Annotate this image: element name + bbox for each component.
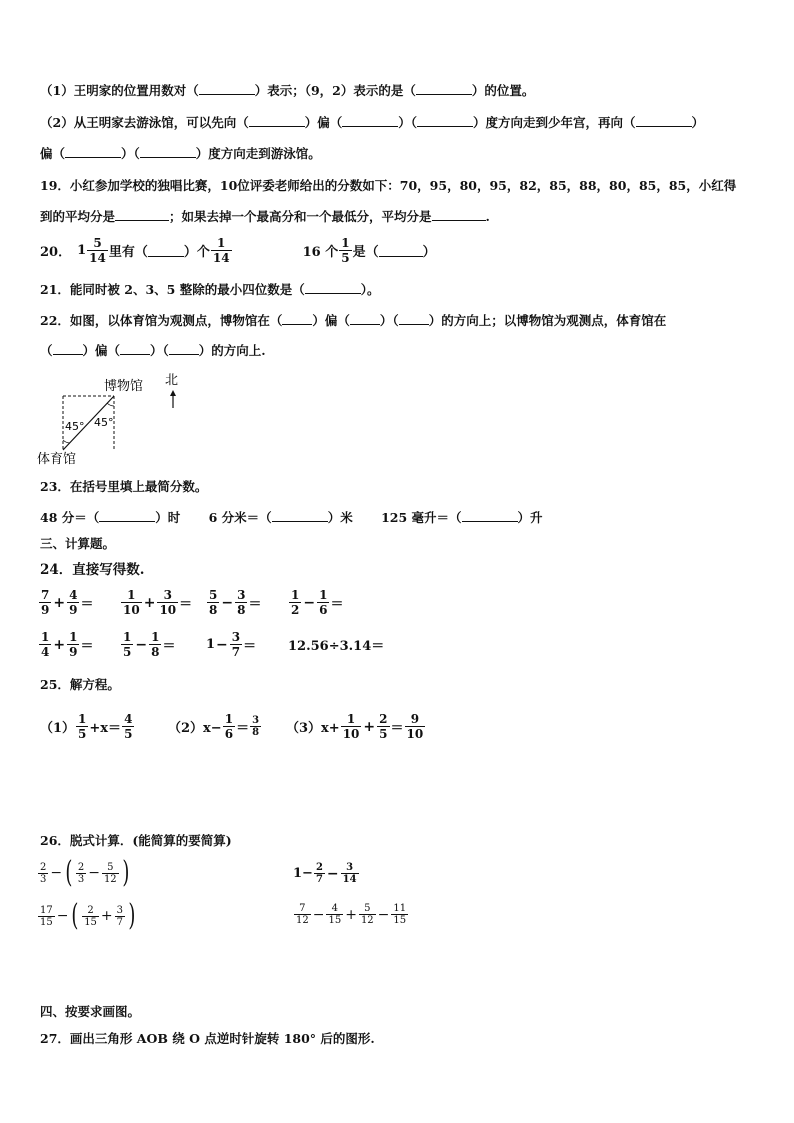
equation: （2）x− $\frac{1}{6}$ ＝ $\frac{3}{8}$ — [168, 712, 260, 741]
answer-blank[interactable] — [249, 115, 305, 127]
q24-row2 — [38, 630, 384, 659]
q23-items: 48 分＝（ ）时 6 分米＝（ ）米 125 毫升＝（ ）升 — [40, 510, 543, 525]
q22-line1: 22．如图，以体育馆为观测点，博物馆在（ ）偏（ ）（ ）的方向上；以博物馆为观测点，体育馆在 — [40, 313, 667, 328]
fraction: $\frac{1}{14}$ — [212, 236, 230, 265]
answer-blank[interactable] — [53, 343, 83, 355]
equation: （1） $\frac{1}{5}$ +x＝ $\frac{4}{5}$ — [40, 712, 133, 741]
expression: $\frac{7}{9}$ + $\frac{4}{9}$ ＝ — [41, 588, 94, 617]
answer-blank[interactable] — [432, 209, 486, 221]
fraction: $\frac{5}{14}$ — [89, 236, 106, 265]
q18-part2: （2）从王明家去游泳馆，可以先向（ ）偏（ ）（ ）度方向走到少年宫，再向（ ） — [40, 115, 705, 130]
q18-part2-cont: 偏（ ）（ ）度方向走到游泳馆。 — [40, 146, 321, 161]
q26-expr3: $\frac{17}{15}$ − ( $\frac{2}{15}$ + $\frac{3}{7}$ ) — [40, 898, 136, 933]
answer-blank[interactable] — [272, 510, 328, 522]
museum-label: 博物馆 — [104, 379, 144, 394]
equation: （3）x+ $\frac{1}{10}$ + $\frac{2}{5}$ ＝ $\frac{9}{10}$ — [286, 712, 424, 741]
answer-blank[interactable] — [282, 313, 312, 325]
answer-blank[interactable] — [120, 343, 150, 355]
q19-line1: 19．小红参加学校的独唱比赛，10位评委老师给出的分数如下：70，95，80，95，82，85，88，80，85，85，小红得 — [40, 178, 737, 193]
answer-blank[interactable] — [305, 282, 361, 294]
answer-blank[interactable] — [99, 510, 155, 522]
answer-blank[interactable] — [169, 343, 199, 355]
section-heading: 三、计算题。 — [40, 536, 116, 551]
answer-blank[interactable] — [350, 313, 380, 325]
answer-blank[interactable] — [140, 146, 196, 158]
north-label: 北 — [165, 373, 179, 388]
north-arrowhead-icon — [170, 390, 176, 396]
q22-line2: （ ）偏（ ）（ ）的方向上. — [40, 343, 266, 358]
q26-expr4: $\frac{7}{12}$ − $\frac{4}{15}$ + $\frac{5}{12}$ − $\frac{11}{15}$ — [296, 903, 407, 926]
answer-blank[interactable] — [416, 83, 472, 95]
fraction: $\frac{1}{5}$ — [341, 236, 350, 265]
q20: 20． 1 $\frac{5}{14}$ 里有（ ）个 $\frac{1}{14}$ 16 个 $\frac{1}{5}$ 是（ ） — [40, 236, 436, 265]
answer-blank[interactable] — [636, 115, 692, 127]
answer-blank[interactable] — [199, 83, 255, 95]
answer-blank[interactable] — [399, 313, 429, 325]
answer-blank[interactable] — [342, 115, 398, 127]
q26-expr2: 1− $\frac{2}{7}$ − $\frac{3}{14}$ — [293, 862, 357, 885]
expression: 1 − $\frac{3}{7}$ ＝ — [206, 630, 257, 659]
expression: $\frac{1}{4}$ + $\frac{1}{9}$ ＝ — [41, 630, 94, 659]
expression: 12.56÷3.14＝ — [288, 639, 385, 654]
gym-label: 体育馆 — [37, 452, 77, 467]
direction-diagram — [34, 368, 194, 468]
section-heading: 四、按要求画图。 — [40, 1004, 141, 1019]
answer-blank[interactable] — [65, 146, 121, 158]
answer-blank[interactable] — [148, 245, 184, 257]
answer-blank[interactable] — [115, 209, 169, 221]
answer-blank[interactable] — [462, 510, 518, 522]
expression: $\frac{5}{8}$ − $\frac{3}{8}$ ＝ — [209, 588, 262, 617]
q25-title: 25．解方程。 — [40, 677, 120, 692]
expression: $\frac{1}{2}$ − $\frac{1}{6}$ ＝ — [291, 588, 344, 617]
q27: 27．画出三角形 AOB 绕 O 点逆时针旋转 180° 后的图形. — [40, 1031, 375, 1046]
expression: $\frac{1}{5}$ − $\frac{1}{8}$ ＝ — [123, 630, 176, 659]
q26-title: 26．脱式计算．(能简算的要简算) — [40, 833, 232, 848]
q24-row1 — [38, 588, 370, 617]
q24-title: 24．直接写得数. — [40, 562, 145, 578]
q21: 21．能同时被 2、3、5 整除的最小四位数是（ ）。 — [40, 282, 380, 297]
q19-line2: 到的平均分是 ；如果去掉一个最高分和一个最低分，平均分是 . — [40, 209, 490, 224]
angle-label: 45° — [65, 420, 85, 433]
answer-blank[interactable] — [417, 115, 473, 127]
q18-part1: （1）王明家的位置用数对（ ）表示；（9，2）表示的是（ ）的位置。 — [40, 83, 535, 98]
q26-expr1: $\frac{2}{3}$ − ( $\frac{2}{3}$ − $\frac{5}{12}$ ) — [40, 855, 130, 890]
answer-blank[interactable] — [379, 245, 423, 257]
q25-equations — [40, 712, 426, 741]
expression: $\frac{1}{10}$ + $\frac{3}{10}$ ＝ — [123, 588, 193, 617]
angle-label: 45° — [94, 416, 114, 429]
q23-title: 23．在括号里填上最简分数。 — [40, 479, 208, 494]
